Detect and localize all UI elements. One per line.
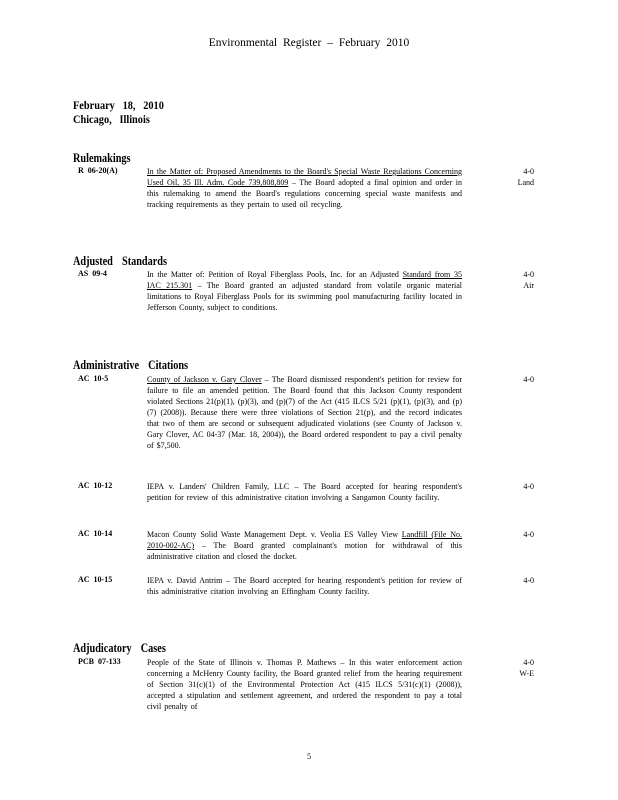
case-summary <box>147 269 462 313</box>
section-title-adjudicatory-cases: Adjudicatory Cases <box>73 641 166 655</box>
vote-count: 4-0 <box>523 375 534 384</box>
case-number: AC 10-15 <box>78 575 113 584</box>
case-title: Standard from 35 IAC 215.301 <box>147 270 462 290</box>
case-summary <box>147 657 462 712</box>
vote-column <box>523 269 534 291</box>
section-title-administrative-citations: Administrative Citations <box>73 358 189 372</box>
vote-count: 4-0 <box>523 270 534 279</box>
case-summary <box>147 529 462 562</box>
case-text: – The Board granted complainant's motion for withdrawal of this administrative citation and closed the docket. <box>147 541 462 561</box>
vote-count: 4-0 <box>523 482 534 491</box>
vote-count: 4-0 <box>523 167 534 176</box>
case-category: W-E <box>519 669 534 678</box>
case-summary <box>147 374 462 451</box>
case-number: AC 10-14 <box>78 529 113 538</box>
case-text: – The Board adopted a final opinion and order in this rulemaking to amend the Board's regulations concerning special waste manifests and tracking requirements as they pertain to used oil recycling. <box>147 178 463 209</box>
meeting-location: Chicago, Illinois <box>73 112 150 126</box>
vote-column <box>523 374 534 385</box>
case-title: County of Jackson v. Gary Clover <box>147 375 262 384</box>
case-number: AC 10-12 <box>78 481 113 490</box>
case-prefix: Macon County Solid Waste Management Dept. v. Veolia ES Valley View <box>147 530 402 539</box>
case-summary <box>147 575 462 597</box>
section-title-adjusted-standards: Adjusted Standards <box>73 254 168 268</box>
vote-count: 4-0 <box>523 530 534 539</box>
case-text: – The Board dismissed respondent's petition for review for failure to file an amended petition. The Board found that this Jackson County respondent violated Sections 21(p)(1), (p)(3), and (p)(7) of the Act (415 ILCS 5/21 (p)(1), (p)(3), and (p)(7) (2008)). Because there were three violations of Section 21(p), and the record indicates that two of them are second or subsequent adjudicated violations (see County of Jackson v. Gary Clover, AC 04-37 (Mar. 18, 2004)), the Board ordered respondent to pay a civil penalty of $7,500. <box>147 375 463 450</box>
case-title: In the Matter of: Proposed Amendments to the Board's Special Waste Regulations Concerning Used Oil, 35 Ill. Adm. Code 739,808,809 <box>147 167 462 187</box>
case-summary <box>147 166 462 210</box>
case-number: PCB 07-133 <box>78 657 121 666</box>
case-number: AS 09-4 <box>78 269 107 278</box>
vote-column <box>519 657 534 679</box>
case-summary <box>147 481 462 503</box>
vote-column <box>518 166 534 188</box>
vote-count: 4-0 <box>523 576 534 585</box>
case-text: People of the State of Illinois v. Thomas P. Mathews – In this water enforcement action concerning a McHenry County facility, the Board granted relief from the hearing requirement of Section 31(c)(1) of the Environmental Protection Act (415 ILCS 5/31(c)(1) (2008)), accepted a stipulation and settlement agreement, and ordered the respondent to pay a total civil penalty of <box>147 658 462 711</box>
case-text: – The Board granted an adjusted standard from volatile organic material limitations to Royal Fiberglass Pools for its swimming pool manufacturing facility located in Jefferson County, subject to conditions. <box>147 281 462 312</box>
vote-count: 4-0 <box>523 658 534 667</box>
vote-column <box>523 529 534 540</box>
case-text: IEPA v. Landers' Children Family, LLC – The Board accepted for hearing respondent's petition for review of this administrative citation involving a Sangamon County facility. <box>147 482 462 502</box>
page-header: Environmental Register – February 2010 <box>208 37 410 49</box>
vote-column <box>523 481 534 492</box>
case-category: Air <box>523 281 534 290</box>
case-category: Land <box>517 178 534 187</box>
section-title-rulemakings: Rulemakings <box>73 151 131 165</box>
page-number: 5 <box>307 752 311 761</box>
case-number: AC 10-5 <box>78 374 109 383</box>
case-title: Landfill (File No. 2010-002-AC) <box>147 530 462 550</box>
meeting-date: February 18, 2010 <box>73 98 164 112</box>
vote-column <box>523 575 534 586</box>
case-number: R 06-20(A) <box>78 166 118 175</box>
case-prefix: In the Matter of: Petition of Royal Fiberglass Pools, Inc. for an Adjusted <box>147 270 403 279</box>
case-text: IEPA v. David Antrim – The Board accepted for hearing respondent's petition for review of this administrative citation involving an Effingham County facility. <box>147 576 462 596</box>
meeting-date-block <box>73 98 164 126</box>
